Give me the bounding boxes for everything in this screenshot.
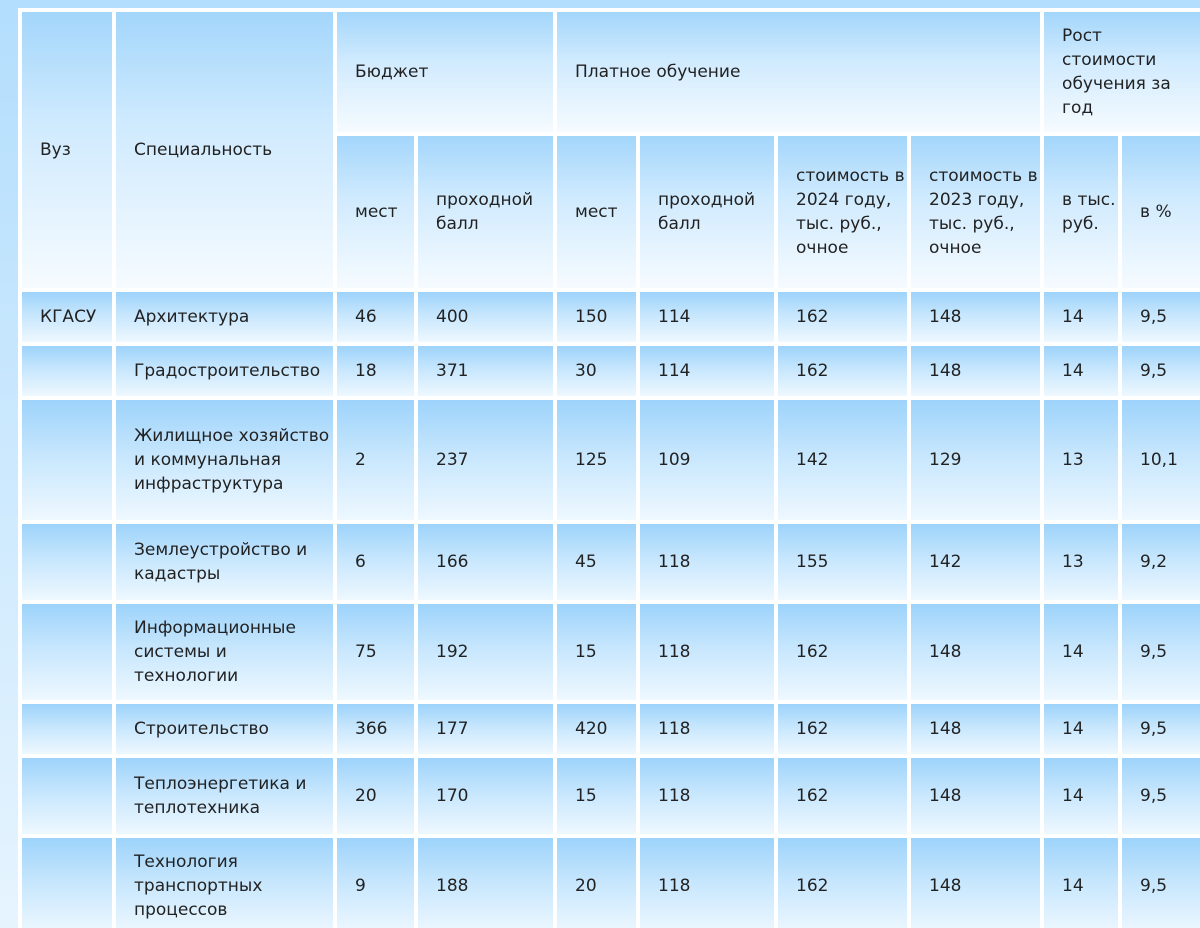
cell-growth-pct: 9,5 <box>1120 602 1200 702</box>
cell-cost-2023: 148 <box>909 344 1042 398</box>
cell-growth-pct: 9,5 <box>1120 344 1200 398</box>
cell-specialty: Информационные системы и технологии <box>114 602 335 702</box>
cell-growth-pct: 9,5 <box>1120 290 1200 344</box>
cell-specialty: Землеустройство и кадастры <box>114 522 335 602</box>
cell-cost-2024: 162 <box>776 344 909 398</box>
cell-cost-2024: 155 <box>776 522 909 602</box>
cell-cost-2023: 148 <box>909 290 1042 344</box>
header-growth: Рост стоимости обучения за год <box>1042 10 1200 134</box>
cell-paid-places: 15 <box>555 756 638 836</box>
cell-vuz <box>20 522 114 602</box>
cell-cost-2023: 129 <box>909 398 1042 522</box>
cell-vuz <box>20 702 114 756</box>
cell-growth-pct: 9,5 <box>1120 702 1200 756</box>
cell-paid-places: 15 <box>555 602 638 702</box>
cell-budget-places: 18 <box>335 344 416 398</box>
cell-growth-rub: 14 <box>1042 344 1120 398</box>
cell-paid-places: 420 <box>555 702 638 756</box>
cell-cost-2024: 162 <box>776 836 909 928</box>
cell-paid-score: 118 <box>638 602 776 702</box>
cell-paid-score: 109 <box>638 398 776 522</box>
cell-budget-places: 2 <box>335 398 416 522</box>
table-row <box>20 756 1200 836</box>
cell-specialty: Технология транспортных процессов <box>114 836 335 928</box>
cell-budget-score: 400 <box>416 290 555 344</box>
cell-growth-rub: 14 <box>1042 756 1120 836</box>
header-budget-places: мест <box>335 134 416 290</box>
table-row <box>20 836 1200 928</box>
header-paid-places: мест <box>555 134 638 290</box>
cell-paid-score: 118 <box>638 702 776 756</box>
table-row <box>20 344 1200 398</box>
header-growth-rub: в тыс. руб. <box>1042 134 1120 290</box>
cell-cost-2023: 148 <box>909 836 1042 928</box>
cell-cost-2024: 162 <box>776 290 909 344</box>
header-row-top <box>20 10 1200 134</box>
cell-growth-pct: 10,1 <box>1120 398 1200 522</box>
cell-cost-2023: 142 <box>909 522 1042 602</box>
cell-growth-rub: 14 <box>1042 602 1120 702</box>
cell-paid-places: 45 <box>555 522 638 602</box>
cell-paid-places: 20 <box>555 836 638 928</box>
cell-budget-places: 46 <box>335 290 416 344</box>
cell-growth-rub: 14 <box>1042 702 1120 756</box>
cell-growth-rub: 13 <box>1042 522 1120 602</box>
header-paid: Платное обучение <box>555 10 1042 134</box>
cell-specialty: Теплоэнергетика и теплотехника <box>114 756 335 836</box>
tuition-table <box>18 8 1200 928</box>
cell-paid-score: 118 <box>638 836 776 928</box>
cell-vuz: КГАСУ <box>20 290 114 344</box>
cell-cost-2023: 148 <box>909 756 1042 836</box>
table-row <box>20 398 1200 522</box>
cell-budget-places: 75 <box>335 602 416 702</box>
cell-growth-pct: 9,5 <box>1120 836 1200 928</box>
cell-vuz <box>20 398 114 522</box>
table-row <box>20 702 1200 756</box>
cell-paid-places: 125 <box>555 398 638 522</box>
cell-specialty: Строительство <box>114 702 335 756</box>
cell-paid-score: 118 <box>638 522 776 602</box>
table-row <box>20 522 1200 602</box>
header-cost-2023: стоимость в 2023 году, тыс. руб., очное <box>909 134 1042 290</box>
header-vuz: Вуз <box>20 10 114 290</box>
cell-budget-score: 166 <box>416 522 555 602</box>
header-specialty: Специальность <box>114 10 335 290</box>
cell-cost-2024: 142 <box>776 398 909 522</box>
header-paid-score: проходной балл <box>638 134 776 290</box>
cell-growth-rub: 13 <box>1042 398 1120 522</box>
cell-cost-2024: 162 <box>776 602 909 702</box>
header-budget-score: проходной балл <box>416 134 555 290</box>
cell-budget-score: 371 <box>416 344 555 398</box>
cell-specialty: Градостроительство <box>114 344 335 398</box>
cell-specialty: Жилищное хозяйство и коммунальная инфраструктура <box>114 398 335 522</box>
cell-paid-places: 30 <box>555 344 638 398</box>
cell-vuz <box>20 756 114 836</box>
cell-budget-places: 366 <box>335 702 416 756</box>
cell-vuz <box>20 836 114 928</box>
cell-budget-places: 6 <box>335 522 416 602</box>
cell-vuz <box>20 602 114 702</box>
cell-growth-pct: 9,2 <box>1120 522 1200 602</box>
cell-paid-score: 114 <box>638 290 776 344</box>
cell-growth-rub: 14 <box>1042 290 1120 344</box>
cell-paid-score: 114 <box>638 344 776 398</box>
cell-budget-score: 170 <box>416 756 555 836</box>
table-row <box>20 602 1200 702</box>
cell-cost-2023: 148 <box>909 702 1042 756</box>
cell-budget-score: 188 <box>416 836 555 928</box>
header-cost-2024: стоимость в 2024 году, тыс. руб., очное <box>776 134 909 290</box>
cell-vuz <box>20 344 114 398</box>
table-row <box>20 290 1200 344</box>
cell-growth-rub: 14 <box>1042 836 1120 928</box>
cell-budget-score: 192 <box>416 602 555 702</box>
cell-cost-2023: 148 <box>909 602 1042 702</box>
cell-paid-score: 118 <box>638 756 776 836</box>
cell-budget-places: 20 <box>335 756 416 836</box>
cell-specialty: Архитектура <box>114 290 335 344</box>
header-budget: Бюджет <box>335 10 555 134</box>
cell-budget-places: 9 <box>335 836 416 928</box>
cell-cost-2024: 162 <box>776 756 909 836</box>
cell-growth-pct: 9,5 <box>1120 756 1200 836</box>
cell-cost-2024: 162 <box>776 702 909 756</box>
cell-paid-places: 150 <box>555 290 638 344</box>
header-growth-pct: в % <box>1120 134 1200 290</box>
cell-budget-score: 237 <box>416 398 555 522</box>
cell-budget-score: 177 <box>416 702 555 756</box>
